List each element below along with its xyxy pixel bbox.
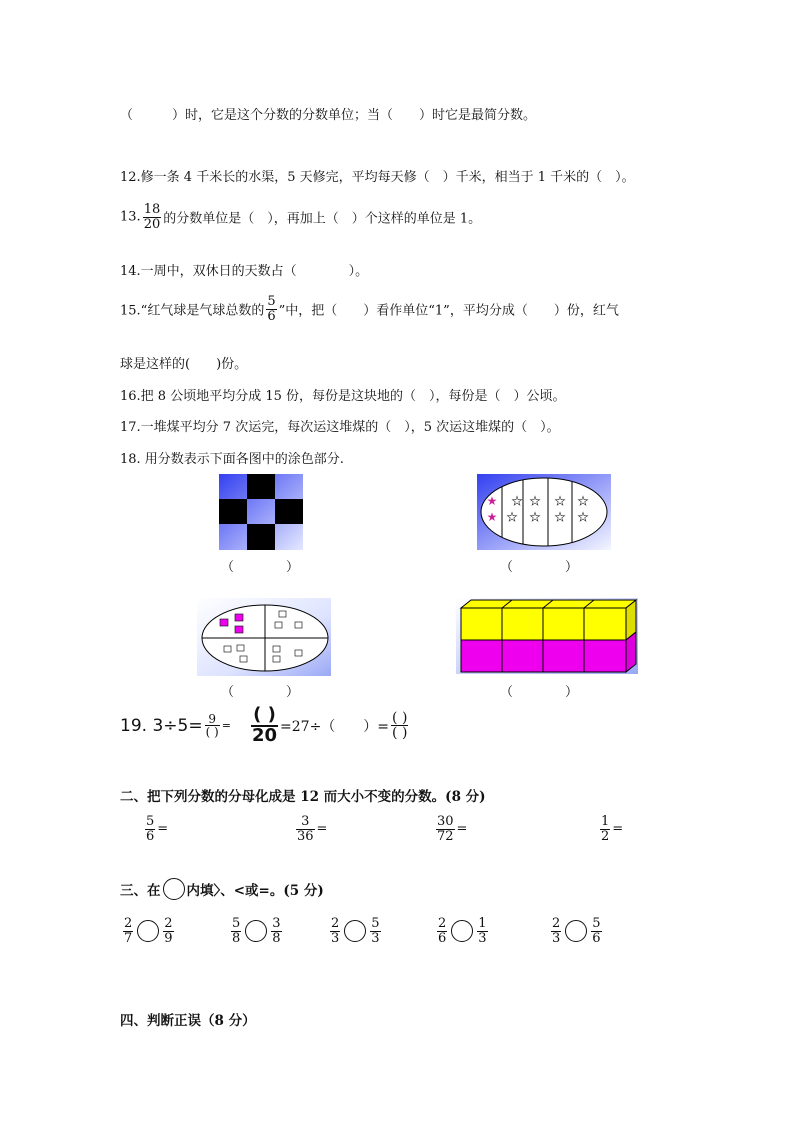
s2-3-den: 72 (437, 828, 454, 844)
q13-prefix: 13. (120, 209, 141, 225)
svg-text:★: ★ (529, 510, 541, 524)
s3-3-a: 2 (331, 916, 340, 931)
s3-4-b: 6 (438, 930, 447, 946)
s3-5-d: 6 (592, 930, 601, 946)
question-16: 16.把 8 公顷地平均分成 15 份，每份是这块地的（ ），每份是（ ）公顷。 (120, 389, 566, 404)
svg-text:★: ★ (577, 494, 589, 508)
svg-text:★: ★ (577, 510, 589, 524)
q13-suffix: 的分数单位是（ ），再加上（ ）个这样的单位是 1。 (163, 211, 482, 227)
section-3-item-4 (435, 917, 490, 945)
s2-1-num: 5 (146, 814, 155, 829)
s2-3-eq: = (456, 821, 468, 837)
s2-2-eq: = (316, 821, 328, 837)
figure-checkerboard (219, 474, 303, 550)
line-0: （ ）时，它是这个分数的分数单位；当（ ）时它是最简分数。 (120, 108, 537, 123)
figure-2-answer: （ ） (500, 560, 579, 575)
s2-2-num: 3 (301, 814, 310, 829)
s3-1-c: 2 (164, 916, 173, 931)
s2-1-den: 6 (146, 828, 155, 844)
q19-f2-num: ( ) (253, 704, 276, 725)
s3-4-d: 3 (478, 930, 487, 946)
q19-mid: =27÷（ ）= (280, 718, 390, 735)
q19-f3-den: ( ) (392, 725, 408, 742)
q15-suffix: ”中，把（ ）看作单位“1”，平均分成（ ）份，红气 (278, 303, 619, 319)
compare-circle[interactable] (137, 920, 159, 942)
question-12: 12.修一条 4 千米长的水渠，5 天修完，平均每天修（ ）千米，相当于 1 千米的（ ）。 (120, 170, 635, 185)
section-2-item-2 (294, 815, 327, 843)
svg-text:★: ★ (554, 494, 566, 508)
s2-1-eq: = (157, 821, 169, 837)
section-2-item-3 (434, 815, 467, 843)
s3-1-a: 2 (124, 916, 133, 931)
svg-text:★: ★ (486, 494, 498, 508)
q19-f2-den: 20 (251, 724, 278, 746)
s3-1-d: 9 (164, 930, 173, 946)
s3-2-c: 3 (272, 916, 281, 931)
question-18: 18. 用分数表示下面各图中的涂色部分. (120, 452, 344, 467)
s3-2-d: 8 (272, 930, 281, 946)
s3-2-a: 5 (232, 916, 241, 931)
q15-prefix: 15.“红气球是气球总数的 (120, 303, 265, 319)
compare-circle[interactable] (451, 920, 473, 942)
q13-den: 20 (143, 216, 161, 232)
compare-circle[interactable] (565, 920, 587, 942)
q19-prefix: 19. 3÷5= (120, 715, 203, 736)
question-14: 14.一周中，双休日的天数占（ ）。 (120, 264, 369, 279)
question-15-cont: 球是这样的( )份。 (120, 357, 248, 372)
question-19 (120, 706, 410, 746)
s3-3-c: 5 (371, 916, 380, 931)
s2-4-eq: = (612, 821, 624, 837)
s2-2-den: 36 (297, 828, 314, 844)
section-3-item-5 (549, 917, 604, 945)
s3-4-c: 1 (478, 916, 487, 931)
s3-2-b: 8 (232, 930, 241, 946)
q19-fraction-1 (205, 713, 220, 739)
question-15 (120, 295, 619, 323)
q15-fraction (266, 295, 276, 323)
s2-4-den: 2 (601, 828, 610, 844)
compare-circle[interactable] (344, 920, 366, 942)
s3-5-b: 3 (552, 930, 561, 946)
compare-circle[interactable] (245, 920, 267, 942)
section-2-item-4 (598, 815, 623, 843)
q15-den: 6 (267, 308, 276, 324)
svg-text:★: ★ (554, 510, 566, 524)
figure-star-ellipse (477, 474, 611, 550)
svg-text:★: ★ (529, 494, 541, 508)
q19-f1-den: ( ) (205, 725, 219, 740)
section-3-item-2 (229, 917, 284, 945)
svg-text:★: ★ (506, 510, 518, 524)
svg-text:★: ★ (511, 494, 523, 508)
q19-eq: = (221, 719, 231, 733)
q19-fraction-3 (391, 711, 408, 741)
q19-f1-num: 9 (208, 711, 216, 726)
circle-blank-icon (163, 878, 185, 900)
q19-f3-num: ( ) (392, 709, 408, 726)
figure-3-answer: （ ） (221, 685, 300, 700)
s3-1-b: 7 (124, 930, 133, 946)
question-13 (120, 203, 481, 231)
figure-4-answer: （ ） (500, 685, 579, 700)
s3-title-b: 内填〉、<或=。(5 分) (186, 883, 324, 899)
s3-3-b: 3 (331, 930, 340, 946)
q15-num: 5 (267, 294, 276, 309)
s3-3-d: 3 (371, 930, 380, 946)
section-2-title: 二、把下列分数的分母化成是 12 而大小不变的分数。(8 分) (120, 789, 486, 805)
section-3-item-3 (328, 917, 383, 945)
s3-5-c: 5 (592, 916, 601, 931)
figure-1-answer: （ ） (221, 560, 300, 575)
s3-4-a: 2 (438, 916, 447, 931)
s2-4-num: 1 (601, 814, 610, 829)
section-3-item-1 (121, 917, 176, 945)
q19-fraction-2 (251, 706, 278, 746)
s2-3-num: 30 (437, 814, 454, 829)
q13-fraction (143, 203, 162, 231)
figure-cube-ellipse (197, 598, 331, 676)
q13-num: 18 (143, 202, 161, 217)
section-2-item-1 (143, 815, 168, 843)
question-17: 17.一堆煤平均分 7 次运完，每次运这堆煤的（ ），5 次运这堆煤的（ ）。 (120, 420, 560, 435)
section-4-title: 四、判断正误（8 分） (120, 1013, 256, 1029)
s3-5-a: 2 (552, 916, 561, 931)
figure-cube-bar (456, 598, 638, 674)
svg-text:★: ★ (486, 510, 498, 524)
s3-title-a: 三、在 (120, 883, 161, 899)
section-3-title (120, 878, 324, 900)
